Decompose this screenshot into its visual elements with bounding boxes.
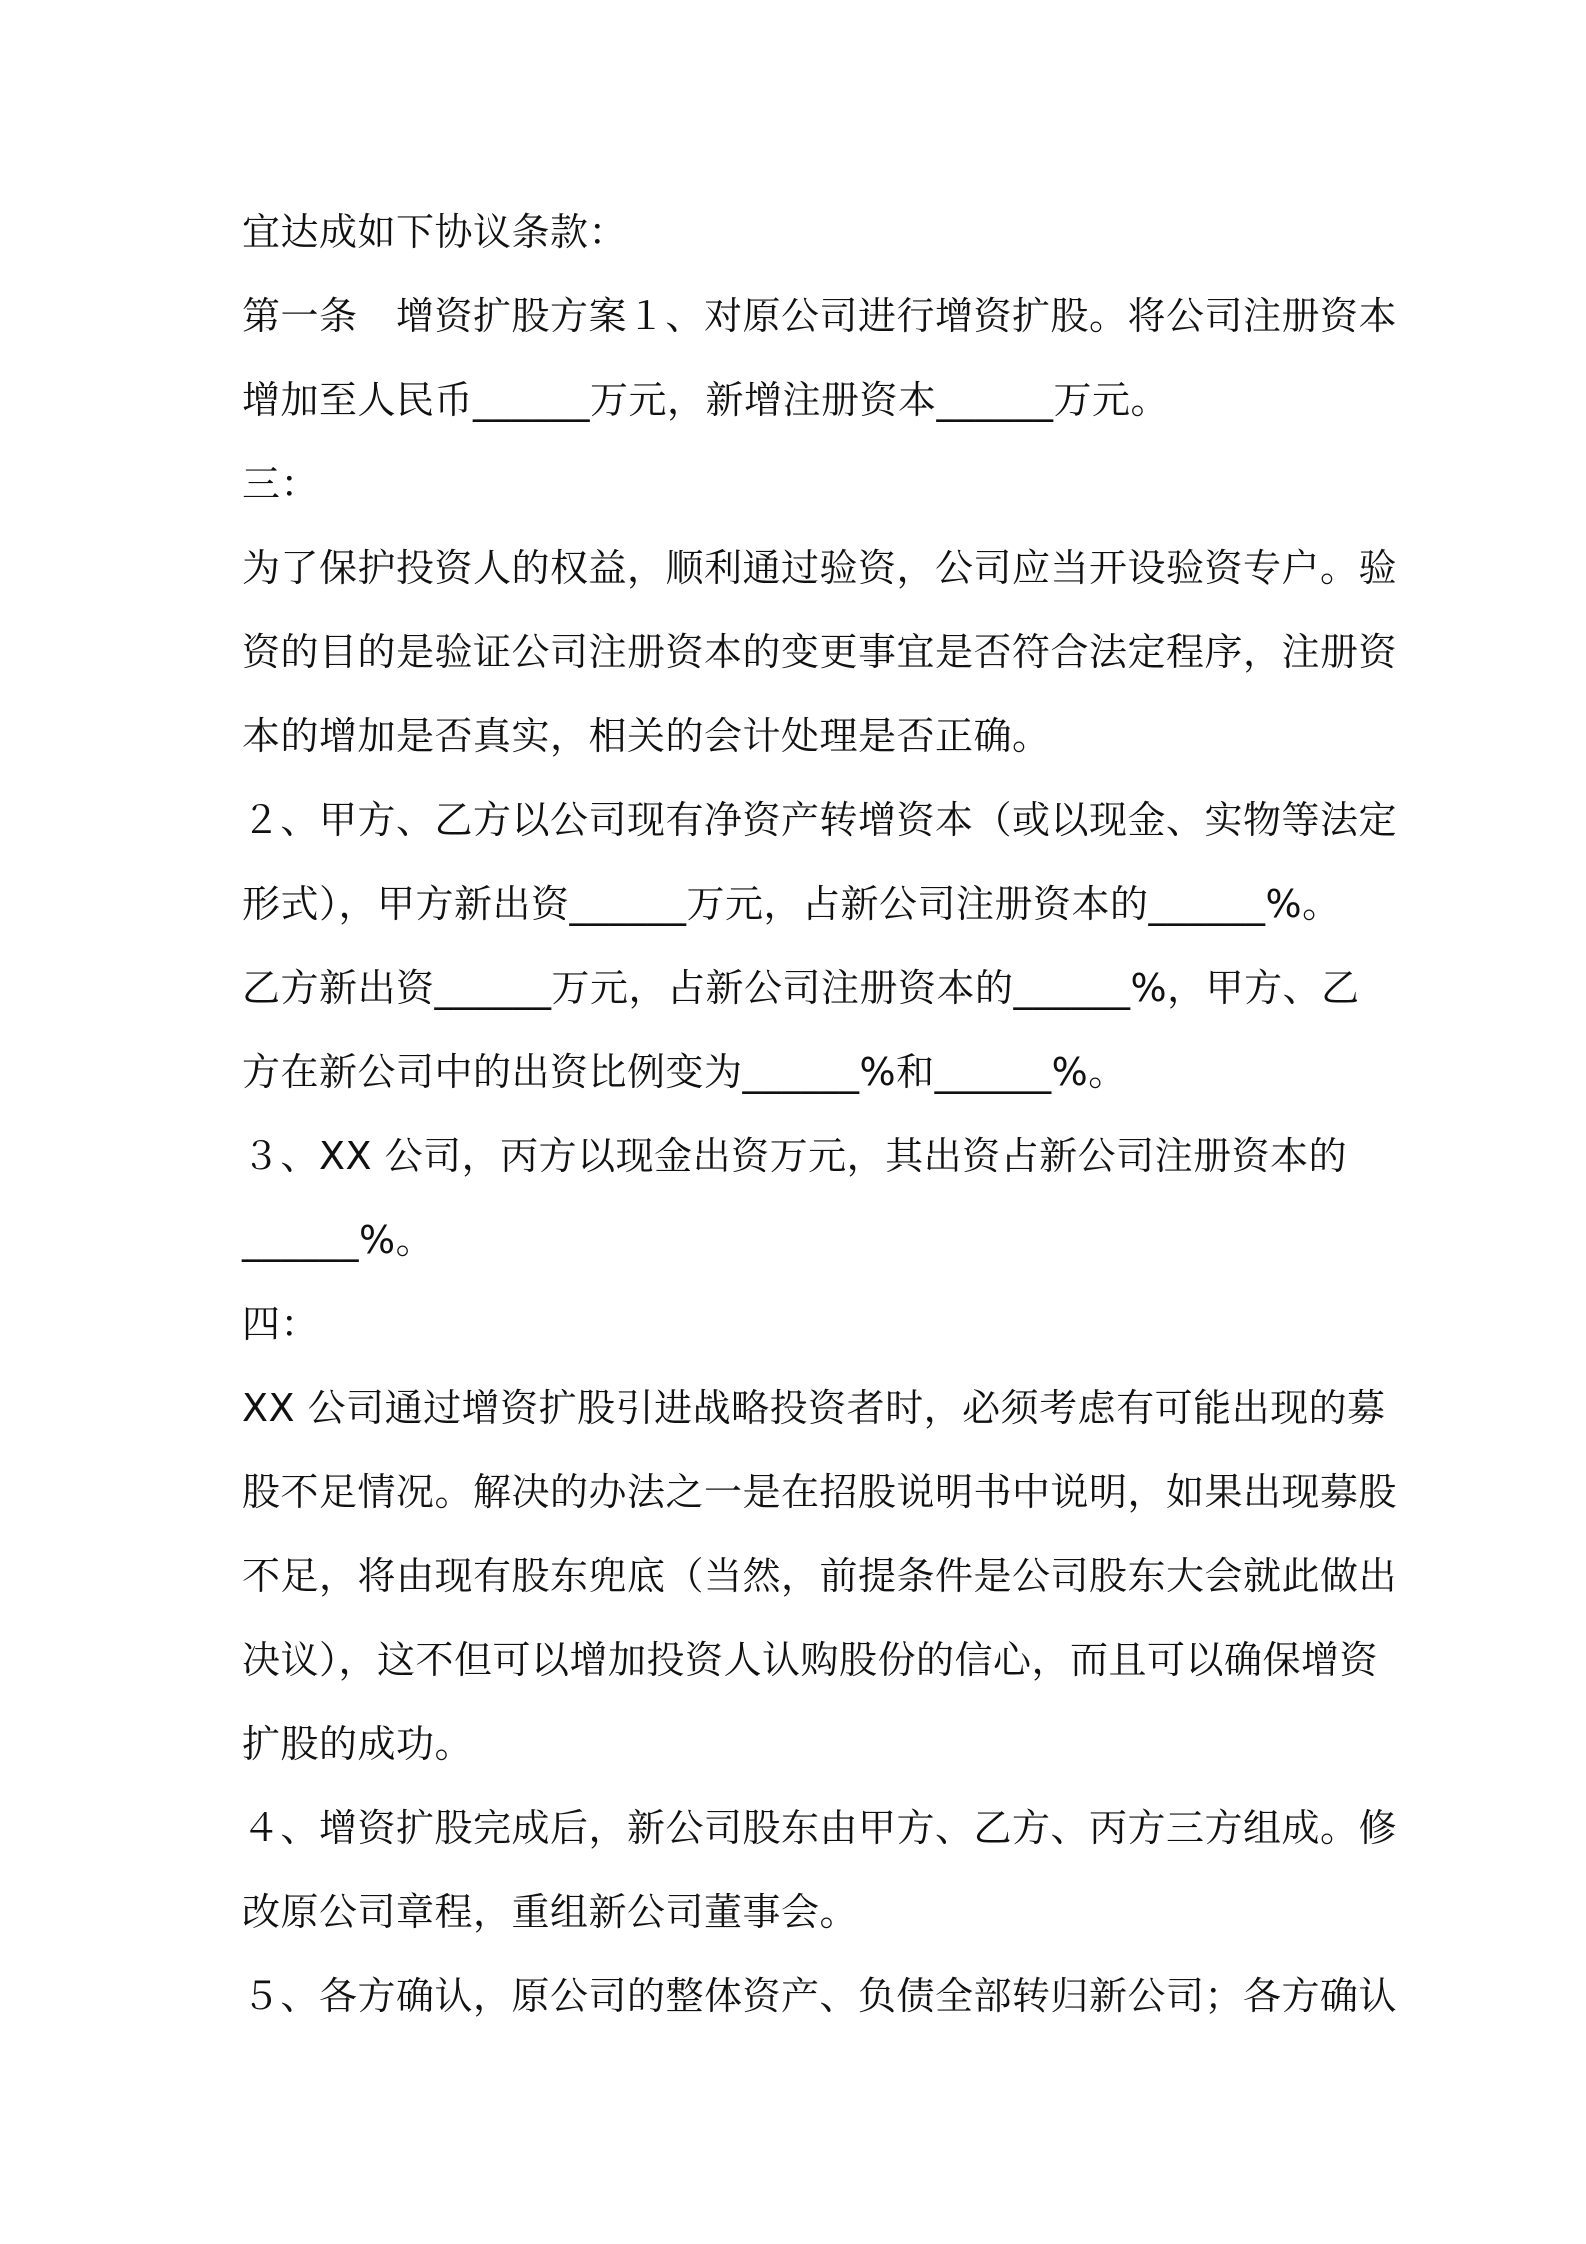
text-line: 决议），这不但可以增加投资人认购股份的信心，而且可以确保增资 [242, 1638, 1379, 1682]
text-line: ３、XX 公司，丙方以现金出资万元，其出资占新公司注册资本的 [242, 1134, 1348, 1178]
text-line: 宜达成如下协议条款： [242, 210, 628, 254]
text-line: 增加至人民币______万元，新增注册资本______万元。 [242, 378, 1170, 422]
text-line: ５、各方确认，原公司的整体资产、负债全部转归新公司；各方确认 [242, 1974, 1398, 2018]
text-line: 三： [242, 462, 320, 506]
text-line: 不足，将由现有股东兜底（当然，前提条件是公司股东大会就此做出 [242, 1554, 1398, 1598]
text-line: 股不足情况。解决的办法之一是在招股说明书中说明，如果出现募股 [242, 1470, 1398, 1514]
text-line: 本的增加是否真实，相关的会计处理是否正确。 [242, 714, 1051, 758]
text-line: 形式），甲方新出资______万元，占新公司注册资本的______%。 [242, 882, 1341, 926]
text-line: 扩股的成功。 [242, 1722, 474, 1766]
text-line: 资的目的是验证公司注册资本的变更事宜是否符合法定程序，注册资 [242, 630, 1398, 674]
text-line: ４、增资扩股完成后，新公司股东由甲方、乙方、丙方三方组成。修 [242, 1806, 1398, 1850]
text-line: 四： [242, 1302, 320, 1346]
text-line: 乙方新出资______万元，占新公司注册资本的______%，甲方、乙 [242, 966, 1360, 1010]
text-line: 改原公司章程，重组新公司董事会。 [242, 1890, 859, 1934]
text-line: 第一条 增资扩股方案１、对原公司进行增资扩股。将公司注册资本 [242, 294, 1398, 338]
text-line: ______%。 [242, 1218, 435, 1262]
text-line: 为了保护投资人的权益，顺利通过验资，公司应当开设验资专户。验 [242, 546, 1398, 590]
text-line: ２、甲方、乙方以公司现有净资产转增资本（或以现金、实物等法定 [242, 798, 1398, 842]
text-line: XX 公司通过增资扩股引进战略投资者时，必须考虑有可能出现的募 [242, 1386, 1386, 1430]
text-line: 方在新公司中的出资比例变为______%和______%。 [242, 1050, 1127, 1094]
